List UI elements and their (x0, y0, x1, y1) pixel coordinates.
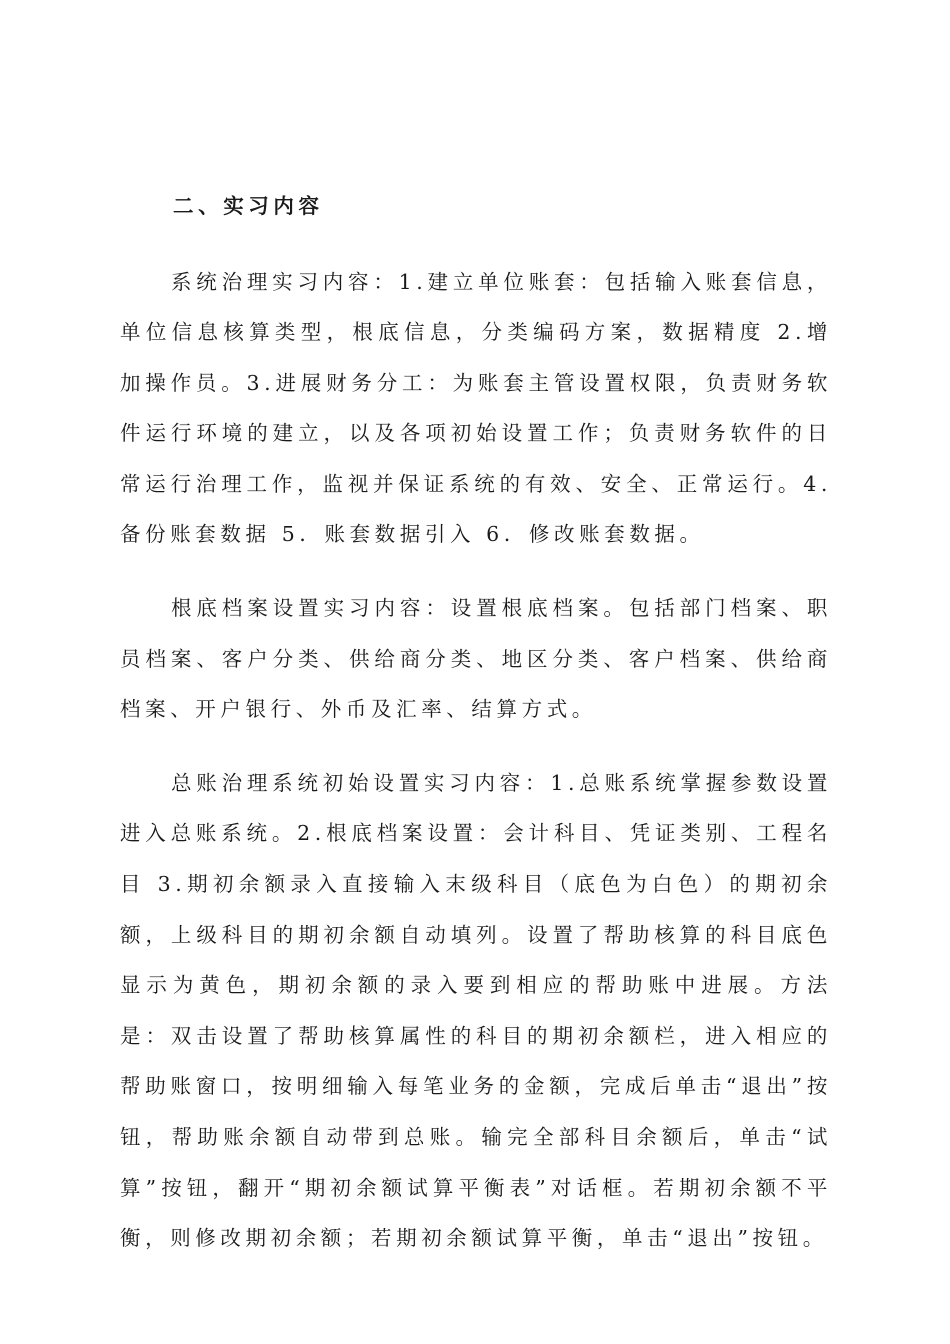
paragraph-basic-archives: 根底档案设置实习内容：设置根底档案。包括部门档案、职员档案、客户分类、供给商分类、地区分类、客户档案、供给商档案、开户银行、外币及汇率、结算方式。 (120, 596, 832, 722)
document-body (120, 236, 832, 1284)
paragraph-general-ledger: 总账治理系统初始设置实习内容：1.总账系统掌握参数设置进入总账系统。2.根底档案设置：会计科目、凭证类别、工程名目 3.期初余额录入直接输入末级科目（底色为白色）的期初余额，上级科目的期初余额自动填列。设置了帮助核算的科目底色显示为黄色，期初余额的录入要到相应的帮助账中进展。方法是：双击设置了帮助核算属性的科目的期初余额栏，进入相应的帮助账窗口，按明细输入每笔业务的金额，完成后单击“退出”按钮，帮助账余额自动带到总账。输完全部科目余额后，单击“试算”按钮，翻开“期初余额试算平衡表”对话框。若期初余额不平衡，则修改期初余额；若期初余额试算平衡，单击“退出”按钮。 (120, 770, 832, 1251)
paragraph-system-management: 系统治理实习内容：1.建立单位账套：包括输入账套信息，单位信息核算类型，根底信息，分类编码方案，数据精度 2.增加操作员。3.进展财务分工：为账套主管设置权限，负责财务软件运行环境的建立，以及各项初始设置工作；负责财务软件的日常运行治理工作，监视并保证系统的有效、安全、正常运行。4.备份账套数据 5．账套数据引入 6．修改账套数据。 (120, 269, 832, 547)
section-heading: 二、实习内容 (173, 194, 324, 218)
